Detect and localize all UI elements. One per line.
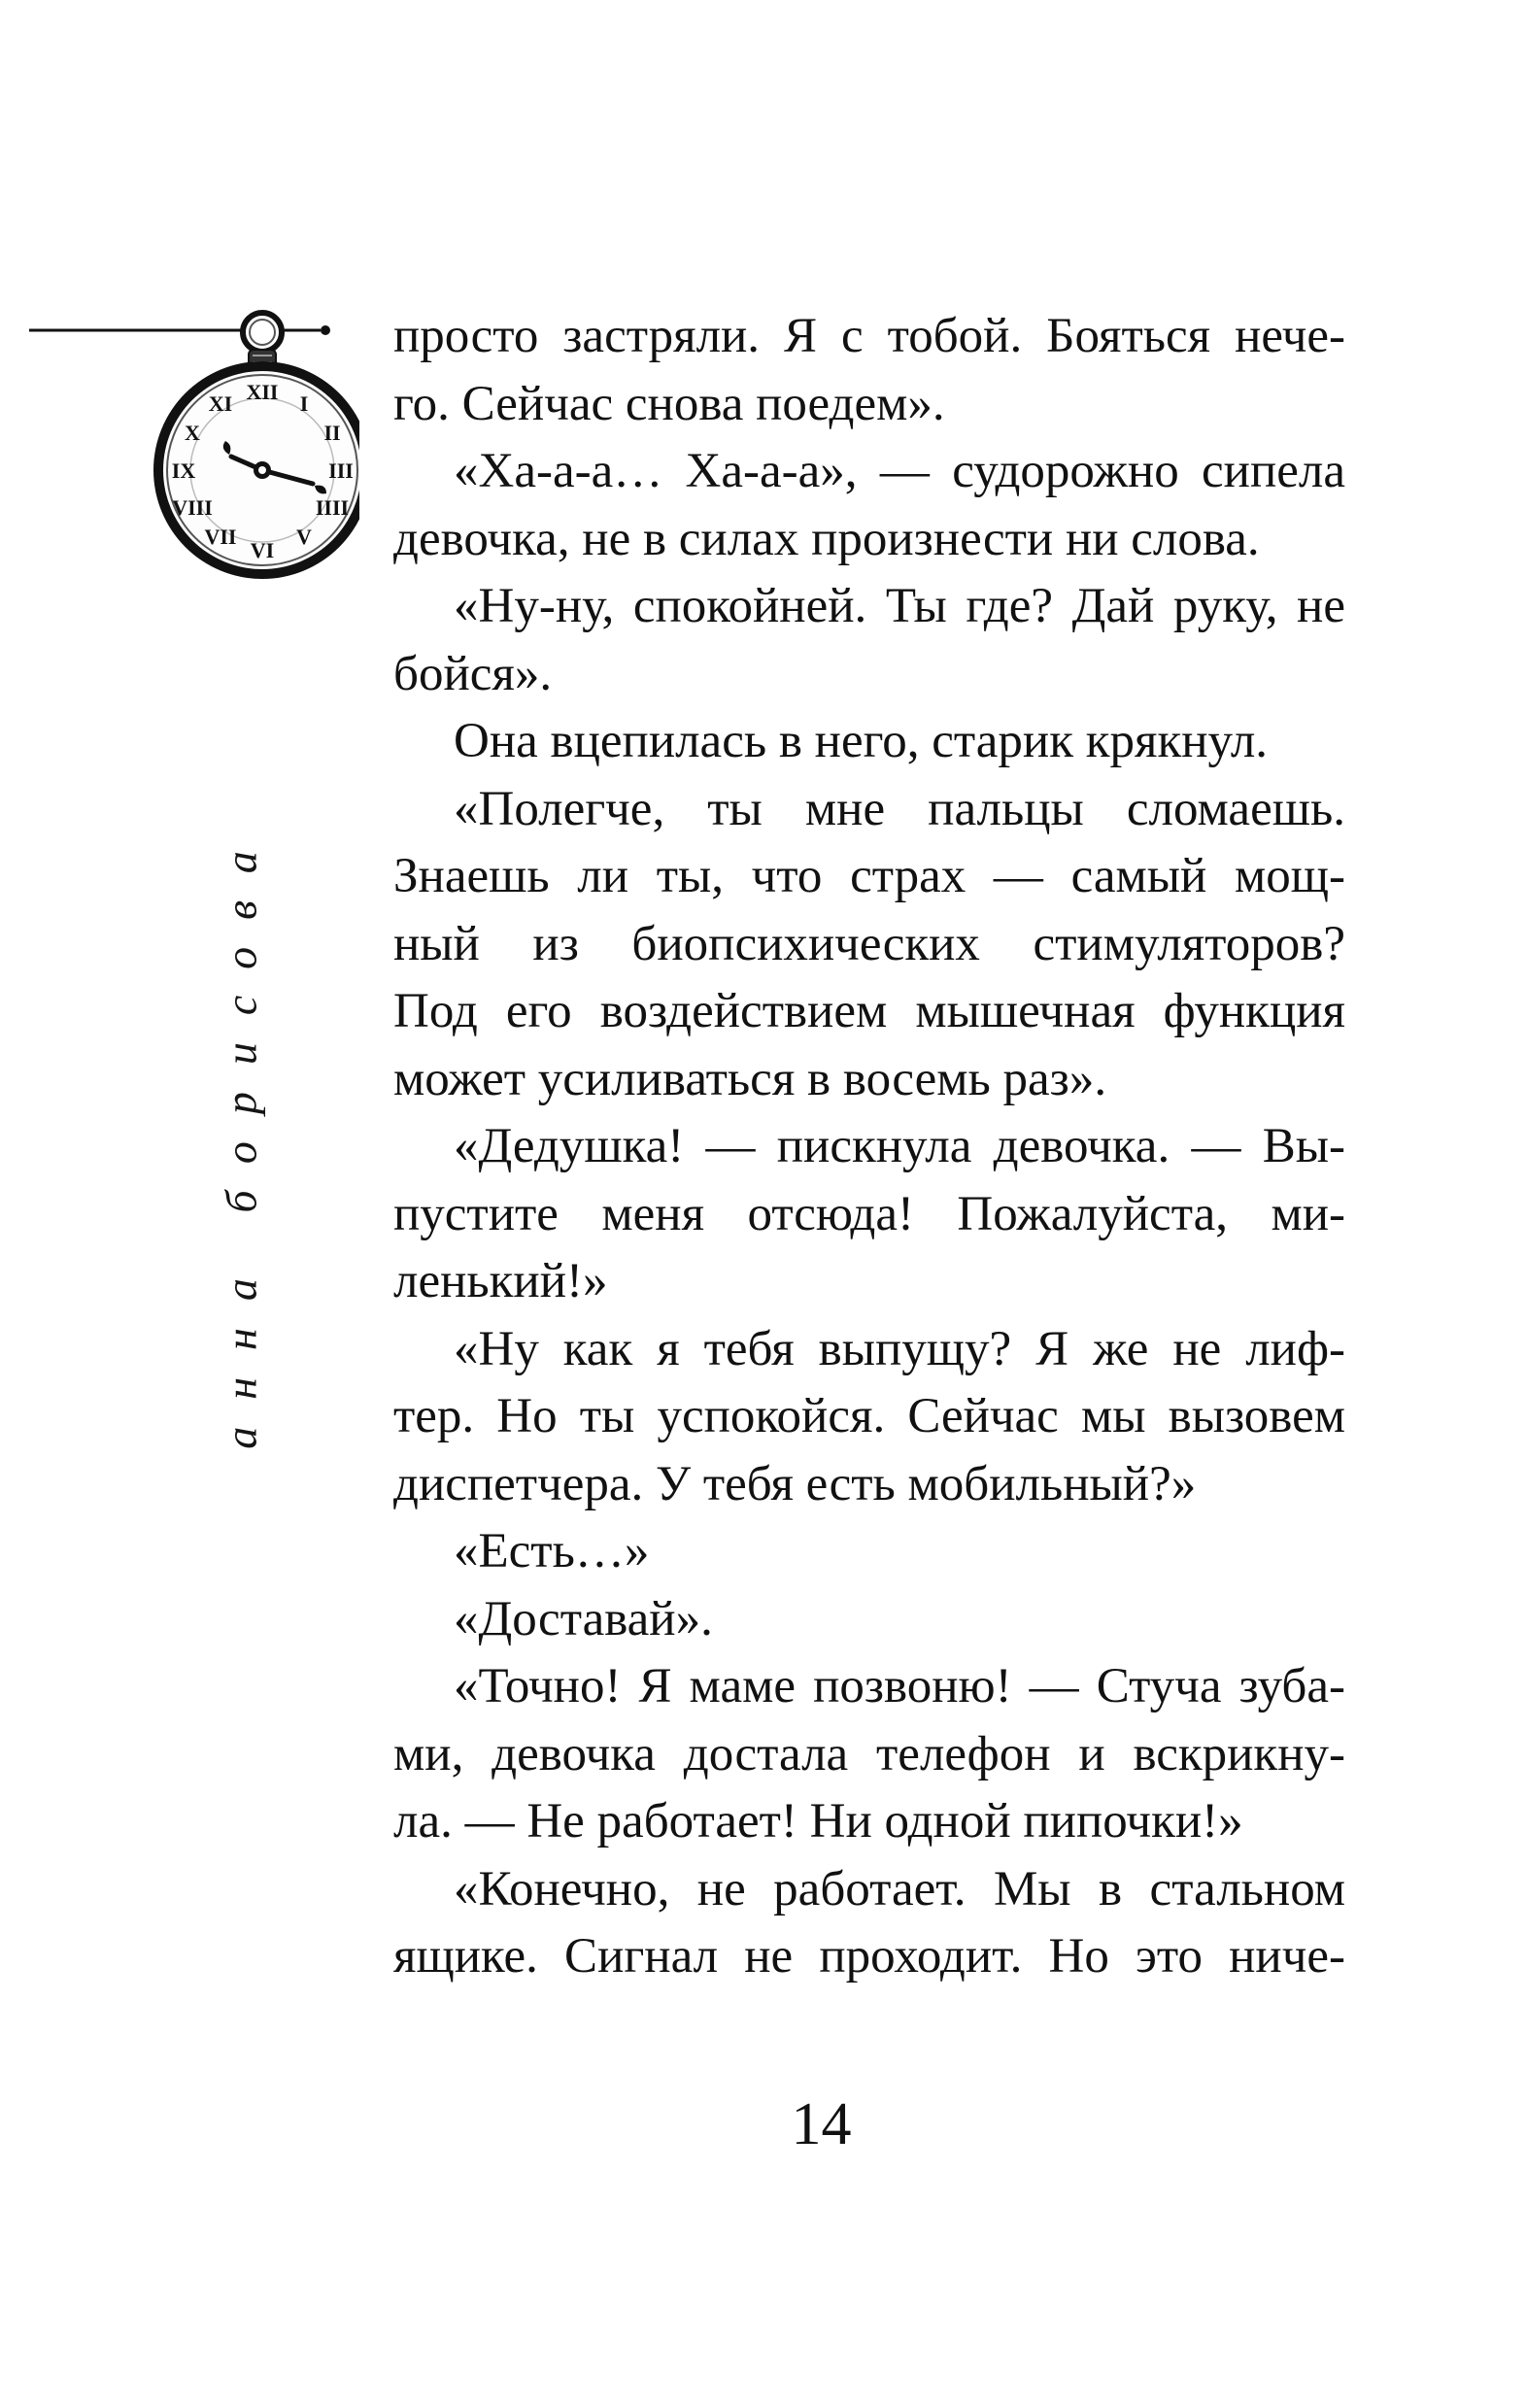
text-line: ми, девочка достала телефон и вскрикну- bbox=[393, 1726, 1345, 1781]
svg-text:IX: IX bbox=[171, 458, 196, 483]
text-line: «Конечно, не работает. Мы в стальном bbox=[454, 1861, 1345, 1916]
text-line: «Ну как я тебя выпущу? Я же не лиф- bbox=[454, 1321, 1345, 1376]
pocket-watch-icon bbox=[29, 291, 359, 583]
text-line: ный из биопсихических стимуляторов? bbox=[393, 916, 1345, 971]
text-line: «Точно! Я маме позвоню! — Стуча зуба- bbox=[454, 1659, 1345, 1713]
text-line: «Есть…» bbox=[454, 1524, 650, 1578]
svg-text:VII: VII bbox=[204, 525, 237, 549]
author-name: анна борисова bbox=[216, 824, 266, 1449]
text-line: может усиливаться в восемь раз». bbox=[393, 1051, 1107, 1106]
text-line: девочка, не в силах произнести ни слова. bbox=[393, 511, 1260, 566]
text-line: просто застряли. Я с тобой. Бояться нече- bbox=[393, 309, 1345, 363]
svg-text:III: III bbox=[328, 458, 354, 483]
text-line: «Доставай». bbox=[454, 1591, 713, 1646]
text-line: «Ну-ну, спокойней. Ты где? Дай руку, не bbox=[454, 579, 1345, 633]
text-line: ящике. Сигнал не проходит. Но это ниче- bbox=[393, 1929, 1345, 1984]
body-text bbox=[393, 303, 1345, 1991]
text-line: «Дедушка! — пискнула девочка. — Вы- bbox=[454, 1119, 1345, 1173]
svg-text:XI: XI bbox=[208, 391, 233, 416]
text-line: Знаешь ли ты, что страх — самый мощ- bbox=[393, 849, 1345, 903]
svg-text:VI: VI bbox=[250, 538, 275, 562]
text-line: ленький!» bbox=[393, 1254, 608, 1308]
text-line: «Полегче, ты мне пальцы сломаешь. bbox=[454, 781, 1345, 836]
text-line: бойся». bbox=[393, 646, 553, 701]
text-line: ла. — Не работает! Ни одной пипочки!» bbox=[393, 1794, 1243, 1848]
text-line: «Ха-а-а… Ха-а-а», — судорожно сипела bbox=[454, 444, 1345, 498]
svg-text:VIII: VIII bbox=[172, 495, 213, 520]
text-line: Она вцепилась в него, старик крякнул. bbox=[454, 714, 1269, 768]
svg-text:XII: XII bbox=[246, 380, 279, 404]
text-line: го. Сейчас снова поедем». bbox=[393, 376, 945, 431]
text-line: Под его воздействием мышечная функция bbox=[393, 984, 1345, 1038]
svg-text:IIII: IIII bbox=[315, 495, 350, 520]
text-line: диспетчера. У тебя есть мобильный?» bbox=[393, 1456, 1197, 1511]
svg-text:I: I bbox=[299, 391, 309, 416]
svg-text:II: II bbox=[323, 421, 341, 445]
page-number: 14 bbox=[791, 2091, 852, 2157]
svg-text:X: X bbox=[185, 421, 200, 445]
text-line: тер. Но ты успокойся. Сейчас мы вызовем bbox=[393, 1389, 1345, 1443]
svg-text:V: V bbox=[296, 525, 312, 549]
text-line: пустите меня отсюда! Пожалуйста, ми- bbox=[393, 1186, 1345, 1241]
